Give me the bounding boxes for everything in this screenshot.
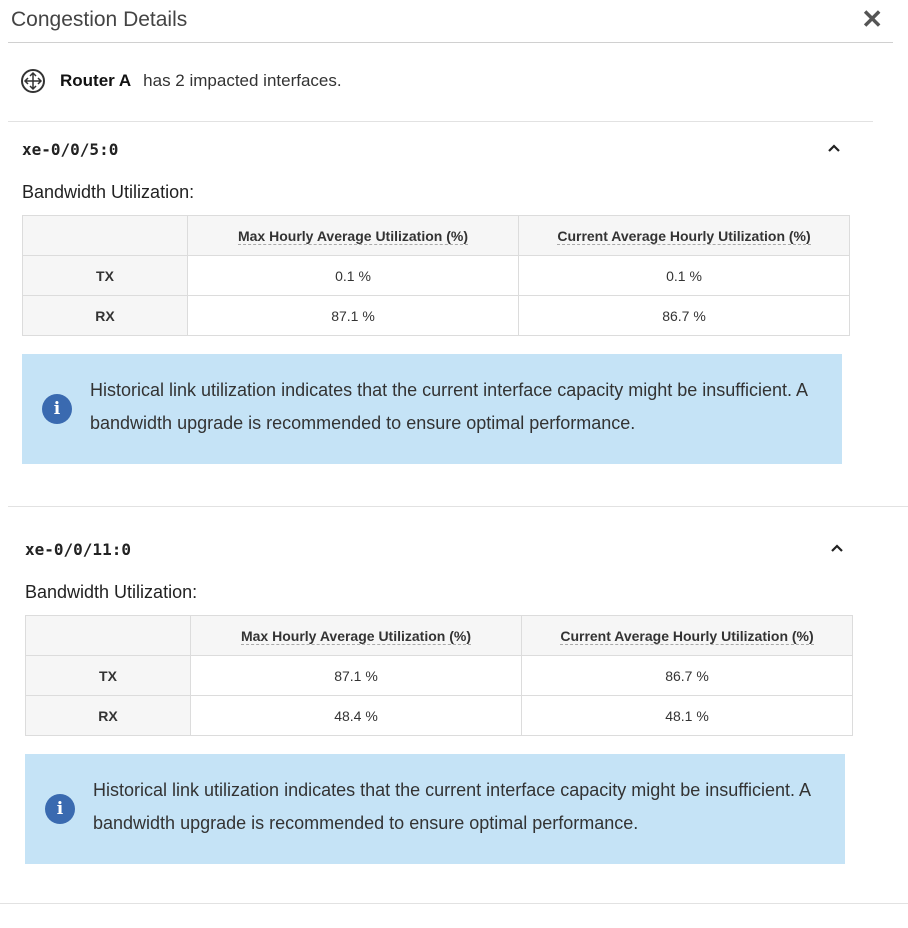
device-name: Router A: [60, 71, 132, 90]
panel-header: [8, 0, 893, 43]
row-label: TX: [26, 656, 191, 696]
divider: [8, 121, 873, 122]
close-icon[interactable]: ✕: [861, 4, 883, 34]
bandwidth-label: Bandwidth Utilization:: [22, 182, 195, 202]
table-row: [23, 296, 850, 336]
max-value: 87.1 %: [188, 296, 519, 336]
divider: [0, 903, 908, 904]
current-value: 0.1 %: [519, 256, 850, 296]
row-label: TX: [23, 256, 188, 296]
utilization-table: [25, 615, 853, 736]
bandwidth-label: Bandwidth Utilization:: [25, 582, 198, 602]
column-header: [26, 616, 191, 656]
info-message: Historical link utilization indicates that the current interface capacity might be insufficient. A bandwidth upgrade is recommended to ensure optimal performance.: [93, 780, 811, 833]
current-value: 86.7 %: [522, 656, 853, 696]
info-banner: [22, 354, 842, 464]
interface-name: xe-0/0/11:0: [25, 540, 131, 559]
column-header: Max Hourly Average Utilization (%): [188, 216, 519, 256]
utilization-table: [22, 215, 850, 336]
column-header: Max Hourly Average Utilization (%): [191, 616, 522, 656]
info-icon: i: [42, 394, 72, 424]
table-row: [26, 696, 853, 736]
max-value: 48.4 %: [191, 696, 522, 736]
info-banner: [25, 754, 845, 864]
router-summary: [20, 68, 342, 94]
column-header: Current Average Hourly Utilization (%): [519, 216, 850, 256]
column-header: [23, 216, 188, 256]
current-value: 86.7 %: [519, 296, 850, 336]
table-row: [23, 256, 850, 296]
column-header: Current Average Hourly Utilization (%): [522, 616, 853, 656]
divider: [8, 506, 908, 507]
router-icon: [20, 68, 46, 94]
info-icon: i: [45, 794, 75, 824]
info-message: Historical link utilization indicates that the current interface capacity might be insufficient. A bandwidth upgrade is recommended to ensure optimal performance.: [90, 380, 808, 433]
chevron-up-icon[interactable]: [822, 136, 846, 160]
max-value: 0.1 %: [188, 256, 519, 296]
current-value: 48.1 %: [522, 696, 853, 736]
panel-title: Congestion Details: [11, 8, 188, 31]
summary-text: has 2 impacted interfaces.: [143, 71, 342, 90]
interface-name: xe-0/0/5:0: [22, 140, 119, 159]
row-label: RX: [23, 296, 188, 336]
chevron-up-icon[interactable]: [825, 536, 849, 560]
max-value: 87.1 %: [191, 656, 522, 696]
row-label: RX: [26, 696, 191, 736]
table-row: [26, 656, 853, 696]
